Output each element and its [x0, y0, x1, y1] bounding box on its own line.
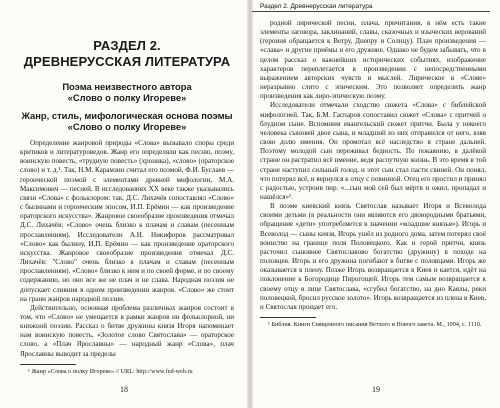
footnote: ¹ Библия. Книги Священного писания Ветхого и Нового завета. М., 1994, с. 1110. [268, 321, 482, 328]
subtitle-line-4: «Слово о полку Игореве» [67, 121, 187, 132]
footnote-rule [20, 364, 76, 365]
subtitle-line-3: Жанр, стиль, мифологическая основа поэмы [21, 110, 233, 121]
page-left [0, 0, 248, 408]
page-number: 18 [120, 385, 128, 394]
body-paragraph: Определение жанровой природы «Слова» вызывало споры среди критиков и литературоведов. Жанр его определяли как песню, поэму, воинскую повесть, «трудную повесть» (хроника), «слово» (ораторское слово) и т. д.¹. Так, Н.М. Карамзин считал его поэмой, Ф.И. Буслаев — героической поэмой с элементами древней мифологии, М.А. Максимович — песней. В исследованиях XX веке также указывались связи «Слова» с фольклором: так, Д.С. Лихачёв сопоставлял «Слово» с былинами и героическим эпосом, И.П. Ерёмин — как произведение ораторского искусства». Жанровое своеобразие произведения отмечал Д.С. Лихачёв: «Слово» очень близко к плачам и славам (песенным прославлениям). Исследователи А.Н. Никифоров рассматривал «Слово» как былину, И.П. Ерёмин — как произведение ораторского искусства. Жанровое своеобразие произведения отмечал Д.С. Лихачёв: "Слово" очень близко к плачам и славам (песенным прославлениям). «Слово» близко к ним и по своей форме, и по своему содержанию, но оно все же не плач и не слава. Народная поэзия не допускает слияния в одном произведении жанров. «Слово» же стоит на грани жанров народной поэзии. [20, 139, 234, 303]
body-paragraph: Действительно, основная проблема различных жанров состоит в том, что «Слово» не умещается в рамки жанров ни фольклорной, ни книжной поэзии. Рассказ о битве дружины князя Игоря напоминает нам воинскую повесть, «Золотое слово Святослава» — ораторское слово, а «Плач Ярославны» — народный жанр «Слова», плач Ярославны выводит за пределы [20, 303, 234, 358]
section-title-line-2: ДРЕВНЕРУССКАЯ ЛИТЕРАТУРА [23, 54, 231, 69]
body-text [260, 19, 486, 329]
footnote-rule [260, 317, 316, 318]
running-head: Раздел 2. Древнерусская литература [252, 3, 490, 12]
section-title-line-1: РАЗДЕЛ 2. [93, 38, 161, 53]
body-paragraph: Исследователи отмечали сходство сюжета «Слова» с библейской мифологией. Так, Б.М. Гаспаров сопоставил сюжет «Слова» с притчей о блудном сыне. Вспомним евангельский сюжет притчи. Была у некоего человека сыновей двое сына, и младший из них отправился от него, взяв свою долю имения. Он промотал всё наследство в стране дальней. Поэтому молодой сын переживал бедность. По покаянию, в далёкой стране он растратил всё имение, ведя распутную жизнь. В это время в той стране наступил сильный голод, и этот сын стал пасти свиней. Он понял, что потерял всё, и вернулся к отцу с повинной. Отец его простил и принял с радостью, устроив пир. «...сын мой сей был мёртв и ожил, пропадал и нашёлся»¹. [260, 101, 486, 201]
body-paragraph: В поэме киевский князь Святослав называет Игоря и Всеволода своими детьми (в реальности они являются его двоюродными братьями, обращение «дети» употребляется в значении «младшие князья»). Игорь и Всеволод — сыны князя, Игорь ушёл из родного дома, затем потерял своё воинство на границе поля Половецкого. Как и герой притчи, князь расточил сыновнее Святославово богатство (дружину) в походе на половцев. Игорь и его дружина погибают в битве с половцами. Игорь же оказывается в плену. Позже Игорь возвращается в Киев и кается, идёт на поклонение к Богородице Пирогощей. Игорь тем самым возвращается к своему отцу в лице Святослава, «сгубил богатство, на дно Каялы, реки половецкой, бросил русское золото». Игорь возвращается из плена в Киев, и Святослав прощает его. [260, 202, 486, 311]
subtitle-line-1: Поэма неизвестного автора [62, 81, 192, 92]
subtitle-poem [20, 81, 234, 103]
subtitle-line-2: «Слово о полку Игореве» [67, 92, 187, 103]
body-paragraph: родной лирической песни, плача, причитания, в нём есть такие элементы заговора, заклинаний, славы, сказочных и языческих верований (героиня обращается к Ветру, Днепру и Солнцу). Плач произведения — «слава» и другие приёмы и его дружине. Однако не будем забывать, что в целом рассказ о важнейших исторических событиях, изображение характеров переплетается в произведении с непосредственными выражением авторских чувств и мыслей. Лирическое в «Слове» неразрывно слито с эпическим. Это позволяет определить жанр произведения как лиро-эпическую поэму. [260, 19, 486, 101]
page-number: 19 [372, 385, 380, 394]
page-right [252, 0, 500, 408]
section-title [20, 38, 234, 70]
footnote: ¹ Жанр «Слова о полку Игореве» // URL: http://www.fed-web.ru [28, 367, 193, 375]
subtitle-genre [20, 110, 234, 132]
